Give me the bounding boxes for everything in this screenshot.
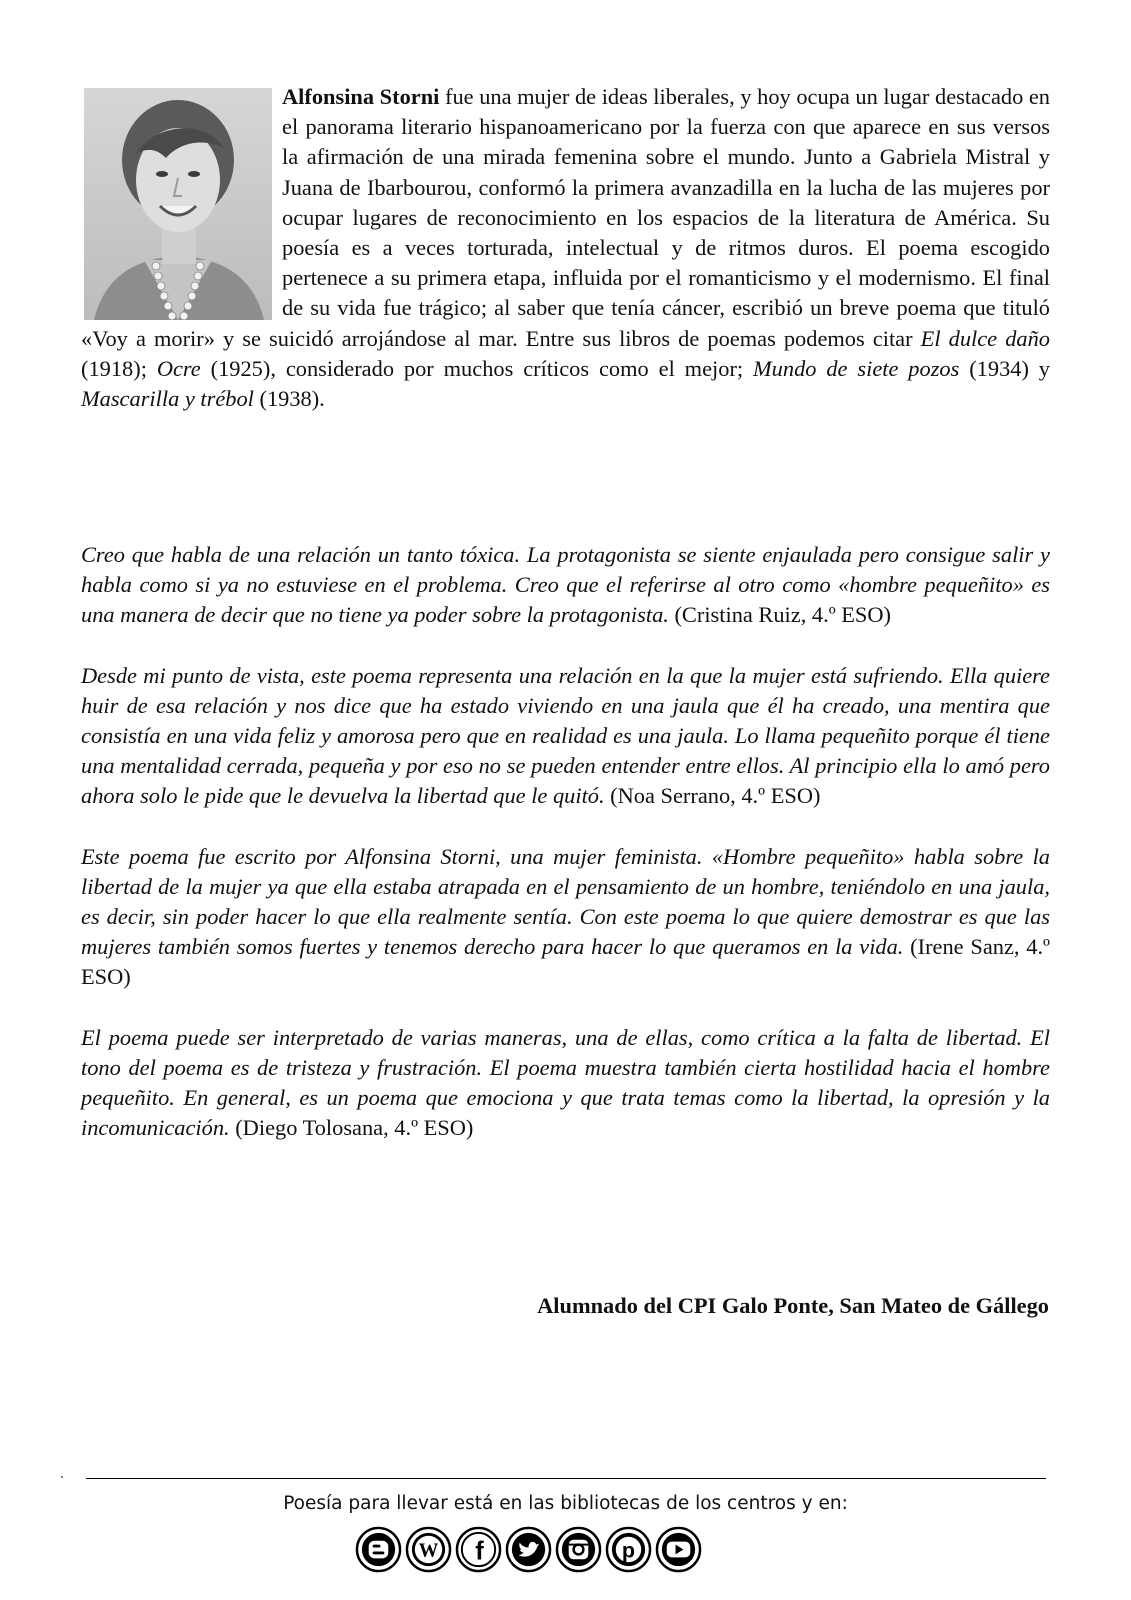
blogger-icon[interactable] <box>355 1526 402 1573</box>
instagram-icon[interactable] <box>555 1526 602 1573</box>
portrait-illustration <box>84 88 272 320</box>
svg-text:f: f <box>475 1537 484 1566</box>
student-comments <box>81 540 1050 1173</box>
bio-text-1: fue una mujer de ideas liberales, y hoy ocupa un lugar destacado en el panorama literario hispanoamericano por la fuerza con que aparece en sus versos la afirmación de una mirada femenina sobre el mundo. Junto a Gabriela Mistral y Juana de Ibarbourou, conformó la primera avanzadilla en la lucha de las mujeres por ocupar lugares de reconocimiento en los espacios de la literatura de América. Su poesía es a veces torturada, intelectual y de ritmos duros. El poema escogido pertenece a su primera etapa, influida por el romanticismo y el modernismo. El final de su vida fue trágico; al saber que tenía cáncer, escribió un breve poema que tituló «Voy a morir» y se suicidó arrojándose al mar. Entre sus libros de poemas podemos citar <box>81 84 1051 351</box>
book-title-3: Mundo de siete pozos <box>753 355 960 381</box>
footer-divider <box>86 1478 1046 1479</box>
student-comment <box>81 540 1050 631</box>
signature: Alumnado del CPI Galo Ponte, San Mateo de Gállego <box>537 1293 1049 1318</box>
book-title-4: Mascarilla y trébol <box>81 386 254 412</box>
student-comment <box>81 1023 1050 1144</box>
footer-text: Poesía para llevar está en las bibliotecas de los centros y en: <box>283 1493 848 1514</box>
book-title-1: El dulce daño <box>920 325 1050 351</box>
author-bio <box>81 82 1050 414</box>
author-portrait-photo <box>84 88 272 320</box>
comment-text: El poema puede ser interpretado de varias maneras, una de ellas, como crítica a la falta de libertad. El tono del poema es de tristeza y frustración. El poema muestra también cierta hostilidad hacia el hombre pequeñito. En general, es un poema que emociona y que trata temas como la libertad, la opresión y la incomunicación. <box>81 1024 1050 1141</box>
youtube-icon[interactable] <box>655 1526 702 1573</box>
comment-author: (Irene Sanz, 4.º ESO) <box>81 934 1051 990</box>
student-comment <box>81 842 1050 993</box>
svg-text:W: W <box>418 1540 439 1562</box>
facebook-icon[interactable] <box>455 1526 502 1573</box>
comment-text: Creo que habla de una relación un tanto tóxica. La protagonista se siente enjaulada pero consigue salir y habla como si ya no estuviese en el problema. Creo que el referirse al otro como «hombre pequeñito» es una manera de decir que no tiene ya poder sobre la protagonista. <box>81 542 1050 628</box>
author-name: Alfonsina Storni <box>282 84 440 109</box>
comment-author: (Cristina Ruiz, 4.º ESO) <box>668 602 891 628</box>
student-comment <box>81 661 1050 812</box>
pinterest-icon[interactable] <box>605 1526 652 1573</box>
bio-text-2: (1918); <box>81 355 157 381</box>
book-title-2: Ocre <box>156 355 201 381</box>
comment-text: Desde mi punto de vista, este poema representa una relación en la que la mujer está sufriendo. Ella quiere huir de esa relación y nos dice que ha estado viviendo en una jaula que él ha creado, una mentira que consistía en una vida feliz y amorosa pero que en realidad es una jaula. Lo llama pequeñito porque él tiene una mentalidad cerrada, pequeña y por eso no se pueden entender entre ellos. Al principio ella lo amó pero ahora solo le pide que le devuelva la libertad que le quitó. <box>81 662 1050 809</box>
social-icons <box>355 1526 702 1576</box>
bio-text-5: (1938). <box>253 386 325 412</box>
comment-author: (Noa Serrano, 4.º ESO) <box>604 783 821 809</box>
twitter-icon[interactable] <box>505 1526 552 1573</box>
stray-dot <box>61 1476 63 1478</box>
comment-text: Este poema fue escrito por Alfonsina Storni, una mujer feminista. «Hombre pequeñito» habla sobre la libertad de la mujer ya que ella estaba atrapada en el pensamiento de un hombre, teniéndolo en una jaula, es decir, sin poder hacer lo que ella realmente sentía. Con este poema lo que quiere demostrar es que las mujeres también somos fuertes y tenemos derecho para hacer lo que queramos en la vida. <box>81 843 1050 960</box>
wordpress-icon[interactable] <box>405 1526 452 1573</box>
bio-text-4: (1934) y <box>959 355 1051 381</box>
bio-text-3: (1925), considerado por muchos críticos como el mejor; <box>200 355 754 381</box>
svg-text:p: p <box>621 1538 636 1563</box>
comment-author: (Diego Tolosana, 4.º ESO) <box>229 1115 474 1141</box>
